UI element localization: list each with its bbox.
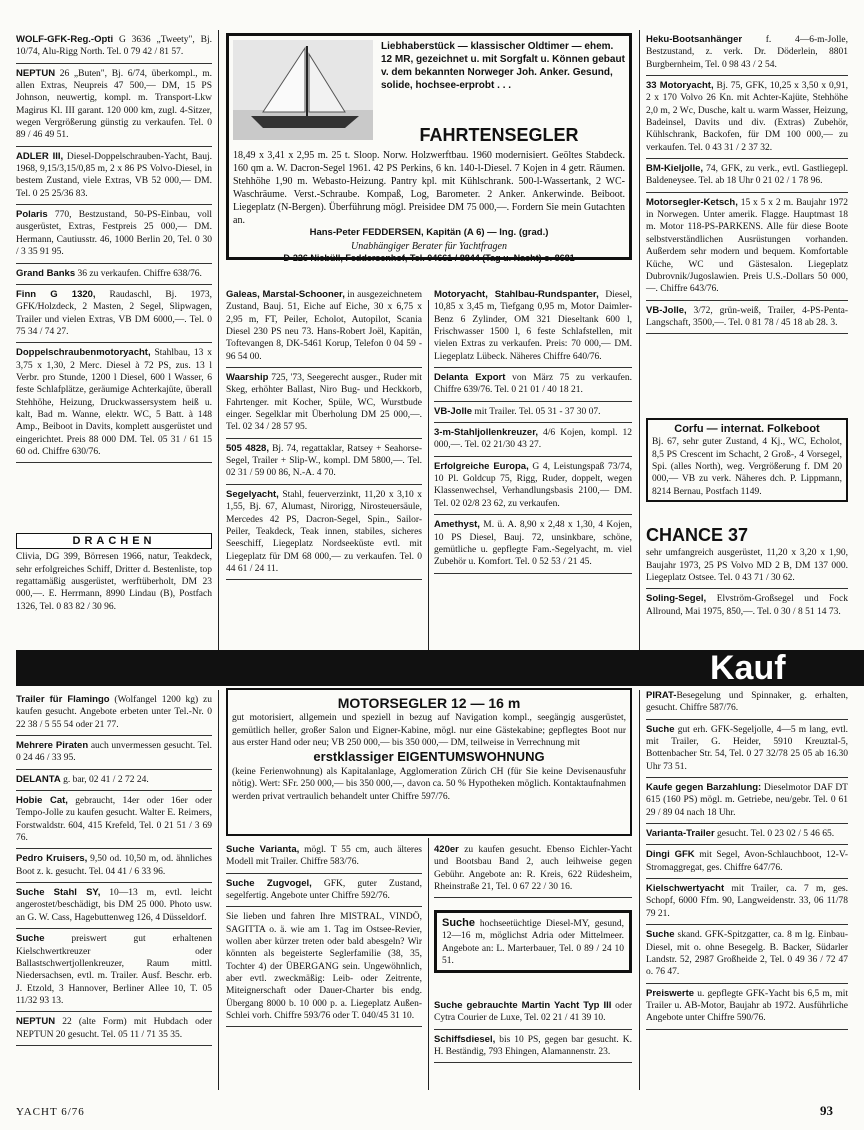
classified-ad	[226, 840, 422, 874]
ad-text: 26 „Buten", Bj. 6/74, überkompl., m. allen Extras, Neupreis 47 500,— DM, 15 PS Johnson, neuwertig, kompl. m. Transport-Lkw Magirus Kl. III garant. 120 000 km, zugl. 4-Sitzer, wegen Vergrößerung günstig zu verkaufen. Tel. 0 89 / 46 49 51.	[16, 68, 212, 141]
kauf-column-1	[16, 690, 212, 1046]
classified-ad	[226, 439, 422, 485]
classified-ad	[646, 686, 848, 720]
fahrtensegler-intro: Liebhaberstück — klassischer Oldtimer — ehem. 12 MR, gezeichnet u. mit Sorgfalt u. Können gebaut v. dem bekannten Norweger Joh. Anker. Gesund, solide, hochsee-erprobt . . .	[381, 41, 625, 91]
ad-headline: Suche	[16, 933, 45, 945]
fahrtensegler-sub: Unabhängiger Berater für Yachtfragen	[350, 240, 507, 252]
motorsegler-title: MOTORSEGLER 12 — 16 m	[337, 695, 521, 711]
ad-text: von März 75 zu verkaufen. Chiffre 639/76. Tel. 0 21 01 / 40 18 21.	[434, 373, 632, 396]
ad-headline: Suche gebrauchte Martin Yacht Typ III	[434, 1000, 612, 1011]
classified-ad	[646, 30, 848, 76]
ad-headline: Polaris	[16, 209, 48, 221]
column-rule	[639, 690, 640, 1090]
ad-headline: BM-Kieljolle,	[646, 163, 704, 175]
soling-ad	[646, 589, 848, 622]
ad-text: 3/72, grün-weiß, Trailer, 4-PS-Penta-Langschaft, 3500,—. Tel. 0 81 78 / 45 18 ab 28. 3.	[646, 305, 848, 328]
ad-text: Dieselmotor DAF DT 615 (160 PS) mögl. m. Getriebe, neu/gebr. Tel. 0 61 29 / 89 04 nach 18 Uhr.	[646, 783, 848, 818]
column-1	[16, 30, 212, 463]
suche-box-head: Suche	[442, 917, 476, 929]
ad-text: zu kaufen gesucht. Ebenso Eichler-Yacht und Bootsbau Band 2, auch leihweise gegen Gebühr. Angebote an: R. Kreis, 622 Rüdesheim, Rheinstraße 21, Tel. 0 67 22 / 30 16.	[434, 845, 632, 893]
classified-ad	[646, 76, 848, 159]
ad-text: 74, GFK, zu verk., evtl. Gastliegepl. Baldeneysee. Tel. ab 18 Uhr 0 21 02 / 1 78 96.	[646, 164, 848, 187]
eigentumswohnung-title: erstklassiger EIGENTUMSWOHNUNG	[313, 749, 545, 765]
kauf-label: Kauf	[700, 650, 864, 686]
ad-text: 22 (alte Form) mit Hubdach oder NEPTUN 20 gesucht. Tel. 05 11 / 71 35 35.	[16, 1017, 212, 1040]
column-4	[646, 30, 848, 334]
ad-text: Raudaschl, Bj. 1973, GFK/Holzdeck, 2 Masten, 2 Segel, Slipwagen, Trailer und vielen Extras, VB DM 6000,—. Tel. 0 75 34 / 74 27.	[16, 289, 212, 337]
ad-text: f. 4—6-m-Jolle, Bestzustand, z. verk. Dr. Döderlein, 8801 Burgbernheim, Tel. 0 98 43 / 2 54.	[646, 35, 848, 70]
ad-headline: Trailer für Flamingo	[16, 694, 110, 705]
sailboat-icon	[233, 40, 373, 140]
ad-text: skand. GFK-Spitzgatter, ca. 8 m lg. Einbau-Diesel, mit o. ohne Besegelg. B. Backer, Südarler Landstr. 52, 2987 Großheide 2, Tel. 0 49 36 / 72 47 o. 76 47.	[646, 930, 848, 978]
ad-headline: Pedro Kruisers,	[16, 853, 88, 865]
footer-issue: YACHT 6/76	[16, 1106, 85, 1118]
ad-text: mögl. T 55 cm, auch älteres Modell mit Trailer. Chiffre 583/76.	[226, 845, 422, 868]
classified-ad	[434, 368, 632, 402]
ad-text: G 3636 „Tweety", Bj. 10/74, Alu-Rigg North. Tel. 0 79 42 / 81 57.	[16, 35, 212, 58]
fahrtensegler-ad	[226, 33, 632, 263]
classified-ad	[16, 929, 212, 1012]
suche-box-text: hochseetüchtige Diesel-MY, gesund, 12—16 m, möglichst Adria oder Mittelmeer. Angebote an: L. Marterbauer, Tel. 0 89 / 24 10 51.	[442, 919, 624, 967]
classified-ad	[434, 840, 632, 898]
ad-text: 36 zu verkaufen. Chiffre 638/76.	[75, 268, 202, 279]
ad-text: u. gepflegte GFK-Yacht bis 6,5 m, mit Trailer u. AB-Motor, Baujahr ab 1972. Ausführliche Angebote unter Chiffre 590/76.	[646, 988, 848, 1024]
chance-body: sehr umfangreich ausgerüstet, 11,20 x 3,20 x 1,90, Baujahr 1973, 25 PS Volvo MD 2 B, DM 137 000. Liegeplatz Ostsee. Tel. 0 43 71 / 30 62.	[646, 547, 848, 589]
chance-ad	[646, 524, 848, 622]
ad-text: 15 x 5 x 2 m. Baujahr 1972 in Norwegen. Unter amerik. Flagge. Hauptmast 18 m. Motor 118-PS-PARKENS. Alle für diese Boote selbstverständlichen Ausrüstungen vorhanden. Außerdem sehr modern und bequem. Komfortable Küche, WC und Gästesalon. Liegeplatz Dubrovnik/Jugoslawien. Preis U.S.-Dollars 50 000,—. Chiffre 643/76.	[646, 197, 848, 295]
ad-headline: Dingi GFK	[646, 849, 695, 861]
motorsegler-body: gut motorisiert, allgemein und speziell in bezug auf Navigation kompl., seegängig ausgerüstet, gemütlich heller, großer Salon und Eigner-Kabine, mögl. nur eine Gästekabine; gepflegtes Boot nur aus erster Hand oder neu; VB 250 000,— bis 350 000,— DM, teilweise in Verrechnung mit	[232, 713, 626, 748]
ad-headline: Waarship	[226, 372, 269, 384]
ad-text: 10—13 m, evtl. leicht angerostet/beschädigt, bis DM 25 000. Photo usw. an G. W. Cass, Hagebuttenweg 126, 4 Düsseldorf.	[16, 888, 212, 923]
ad-text: g. bar, 02 41 / 2 72 24.	[60, 774, 149, 785]
ad-headline: DELANTA	[16, 773, 61, 785]
ad-headline: VB-Jolle	[434, 405, 473, 417]
classified-ad	[646, 879, 848, 925]
page-number: 93	[820, 1103, 833, 1118]
ad-headline: Motorsegler-Ketsch,	[646, 196, 738, 208]
classified-ad	[16, 736, 212, 770]
classified-ad	[16, 883, 212, 929]
classified-ad	[646, 824, 848, 845]
ad-text: Bj. 75, GFK, 10,25 x 3,50 x 0,91, 2 x 170 Volvo 26 Kn. mit Achter-Kajüte, Stehhöhe 2,0 m, 2 Wc, Dusche, kalt u. warm Wasser, Heizung, Badeinsel, Davits und div. (Extras) Zubehör, Kühlschrank, Backofen, für DM 100 000,— zu verkaufen. Tel. 0 43 31 / 2 37 32.	[646, 81, 849, 153]
drachen-body: Clivia, DG 399, Börresen 1966, natur, Teakdeck, sehr erfolgreiches Schiff, Dritter d. Bestenliste, top regattamäßig ausgerüstet, werftüberholt, DM 23 000,—. E. Herrmann, 8990 Lindau (B), Postfach 1326, Tel. 0 83 82 / 30 96.	[16, 552, 212, 612]
classified-ad	[646, 925, 848, 983]
classified-ad	[16, 1012, 212, 1046]
ad-text: gut erh. GFK-Segeljolle, 4—5 m lang, evtl. mit Trailer, G. Heider, 5910 Kreuztal-5, Bottenbacher Str. 54, Tel. 0 27 32/78 25 05 ab 16.30 Uhr 73 51.	[646, 724, 848, 772]
classified-ad	[646, 301, 848, 335]
ad-text: mit Trailer. Tel. 05 31 - 37 30 07.	[472, 406, 601, 417]
ad-text: mit Segel, Avon-Schlauchboot, 12-V-Stromaggregat, ges. Chiffre 647/76.	[646, 850, 848, 873]
ad-headline: VB-Jolle,	[646, 304, 687, 316]
ad-text: preiswert gut erhaltenen Kielschwertkreuzer oder Ballastschwertjollenkreuzer, Raum mittl. Niedersachsen, evtl. m. Trailer. Ausf. Beschr. erb. J. Etzold, 3 Hannover, Berliner Allee 10, T. 05 11/32 93 13.	[16, 934, 212, 1006]
ad-text: 4/6 Kojen, kompl. 12 000,—. Tel. 02 21/30 43 27.	[434, 428, 632, 451]
ad-headline: Doppelschraubenmotoryacht,	[16, 347, 151, 359]
classified-ad	[16, 770, 212, 791]
classified-ad	[646, 845, 848, 879]
classified-ad	[16, 64, 212, 147]
ad-headline: Motoryacht, Stahlbau-Rundspanter,	[434, 289, 599, 300]
ad-text: M. ü. A. 8,90 x 2,48 x 1,30, 4 Kojen, 10 PS Diesel, Bauj. 72, unsinkbare, schöne, gemütliche u. gepflegte Fam.-Segelyacht, m. viel Zubehör u. Komfort. Tel. 0 52 53 / 21 45.	[434, 520, 632, 568]
classified-ad	[434, 423, 632, 457]
section-banner	[16, 650, 700, 686]
ad-text: gebraucht, 14er oder 16er oder Tempo-Jolle zu kaufen gesucht. Walter E. Reimers, Forstwaldstr. 604, 415 Krefeld, Tel. 0 21 51 / 3 69 76.	[16, 796, 212, 844]
chance-title: CHANCE 37	[646, 525, 749, 545]
sailboat-photo	[233, 40, 373, 140]
column-rule	[428, 300, 429, 650]
classified-ad	[646, 984, 848, 1030]
classified-ad	[16, 264, 212, 285]
ad-text: in ausgezeichnetem Zustand, Bauj. 51, Eiche auf Eiche, 30 x 6,75 x 2,95 m, FT, Peiler, Echolot, Autopilot, Scania Diesel 230 PS neu 73. Hans-Robert Joël, Kapitän, Toftevangen 8, DK-5461 Korup, Telefon 0 04 59 - 96 54 00.	[226, 290, 422, 362]
fahrtensegler-address: D-226 Niebüll, Feddersenhof, Tel. 04661 / 8844 (Tag u. Nacht) o. 8681	[283, 252, 575, 263]
classified-ad	[16, 285, 212, 343]
fahrtensegler-name: Hans-Peter FEDDERSEN, Kapitän (A 6) — Ing. (grad.)	[309, 227, 549, 239]
ad-headline: Schiffsdiesel,	[434, 1033, 496, 1045]
ad-headline: Finn G 1320,	[16, 288, 96, 300]
eigentumswohnung-body: (keine Ferienwohnung) als Kapitalanlage, Agglomeration Zürich CH (für Sie keine Devisenausfuhr nötig). Wert: SFr. 250 000,— bis 350 000,—, davon ca. 50 % Hypotheken möglich. Kontaktaufnahmen werden privat vertraulich behandelt unter Chiffre 597/76.	[232, 767, 626, 802]
classified-ad	[16, 30, 212, 64]
column-rule	[639, 30, 640, 650]
drachen-title: DRACHEN	[16, 533, 212, 549]
ad-text: Sie lieben und fahren Ihre MISTRAL, VINDÖ, SAGITTA o. ä. wie am 1. Tag im Ostsee-Revier, wollen aber kürzer treten oder bald abesgeln? Wir könnten als begeisterte Seglerfamilie (38, 35, Tochter 4) der ÜBERGANG sein. Ungewöhnlich, aber evtl. zweckmäßig: Leib- oder Zeitrente, Miteignerschaft oder Dauer-Charter bis endg. Übergang 8000 b. 10 000 p. a. Liegeplatz Außen-Schlei vorh. Chiffre 593/76 oder T. 040/45 31 10.	[226, 912, 422, 1022]
ad-headline: Preiswerte	[646, 987, 695, 999]
ad-headline: ADLER III,	[16, 150, 64, 162]
classified-ad	[16, 147, 212, 205]
ad-headline: Delanta Export	[434, 372, 506, 384]
ad-headline: NEPTUN	[16, 67, 56, 79]
column-rule	[428, 838, 429, 1090]
column-3	[434, 285, 632, 574]
classified-ad	[434, 402, 632, 423]
classified-ad	[16, 690, 212, 736]
classified-ad	[434, 285, 632, 368]
ad-text: gesucht. Tel. 0 23 02 / 5 46 65.	[714, 829, 835, 840]
classified-ad	[226, 874, 422, 908]
ad-text: Diesel, 10,85 x 3,45 m, Tiefgang 0,95 m, Motor Daimler-Benz 6 Zylinder, OM 321 Dieseltank 600 l, Frischwasser 1500 l, 6 feste Schlafstellen, mit vielen Extras zu verkaufen. Preis: 70 000,— DM. Liegeplatz Lübeck. Näheres Chiffre 640/76.	[434, 290, 632, 362]
ad-headline: Varianta-Trailer	[646, 828, 715, 840]
ad-headline: Hobie Cat,	[16, 795, 68, 807]
ad-text: Besegelung und Spinnaker, g. erhalten, gesucht. Chiffre 587/76.	[646, 691, 848, 714]
ad-headline: Kaufe gegen Barzahlung:	[646, 782, 762, 794]
fahrtensegler-title: FAHRTENSEGLER	[419, 125, 579, 145]
ad-text: 770, Bestzustand, 50-PS-Einbau, voll ausgerüstet, Extras, Festpreis 25 000,— DM. Hermann, Cautiusstr. 46, 1000 Berlin 20, Tel. 0 30 / 3 35 91 95.	[16, 210, 212, 258]
ad-headline: Amethyst,	[434, 519, 480, 531]
classified-ad	[16, 849, 212, 883]
column-2	[226, 285, 422, 580]
ad-headline: Mehrere Piraten	[16, 740, 89, 752]
classified-ad	[646, 159, 848, 193]
suche-box-ad	[434, 910, 632, 973]
classified-ad	[226, 907, 422, 1027]
ad-text: Stahl, feuerverzinkt, 11,20 x 3,10 x 1,55, Bj. 67, Alumast, Nirorigg, Nirosteuersäule, Mercedes 42 PS, Dacron-Segel, Spin., Sailor-Peiler, Teakdeck, Teak innen, stabiles, sicheres Seeschiff, Liegeplatz Nordseeküste evtl. mit Liegeplatz für DM 68 000,— zu verkaufen. Tel. 0 44 61 / 24 11.	[226, 489, 422, 574]
column-rule	[218, 30, 219, 650]
kauf-column-3	[434, 840, 632, 898]
corfu-ad	[646, 418, 848, 502]
ad-headline: Grand Banks	[16, 267, 76, 279]
kauf-column-4	[646, 686, 848, 1030]
ad-headline: Galeas, Marstal-Schooner,	[226, 289, 345, 300]
ad-headline: Suche Stahl SY,	[16, 887, 101, 899]
ad-headline: PIRAT-	[646, 690, 677, 701]
ad-headline: NEPTUN	[16, 1016, 56, 1028]
classified-ad	[646, 720, 848, 778]
classified-ad	[434, 1030, 632, 1064]
classified-ad	[646, 778, 848, 824]
ad-headline: Suche Zugvogel,	[226, 877, 312, 889]
ad-text: mit Trailer, ca. 7 m, ges. Schopf, 6000 Ffm. 90, Langweidenstr. 33, 06 11/78 79 21.	[646, 884, 848, 919]
ad-headline: Heku-Bootsanhänger	[646, 34, 743, 45]
ad-text: oder Cytra Courier de Luxe, Tel. 02 21 / 41 39 10.	[434, 1001, 632, 1024]
ad-headline: 420er	[434, 844, 459, 855]
ad-text: 725, '73, Seegerecht ausger., Ruder mit Skeg, erhöhter Ballast, Niro Bug- und Heckkorb, Fahrtenger. mit Kocher, Spüle, WC, Wurstbude einger. Segelklar mit Überholung DM 25 000,—. Tel. 02 34 / 28 57 95.	[226, 373, 422, 433]
classified-ad	[434, 457, 632, 515]
classified-ad	[226, 285, 422, 368]
kauf-column-2	[226, 840, 422, 1027]
ad-text: GFK, guter Zustand, segelfertig. Angebote unter Chiffre 592/76.	[226, 878, 422, 902]
ad-text: (Wolfangel 1200 kg) zu kaufen gesucht. Angebote erbeten unter Tel.-Nr. 0 22 38 / 5 55 54 oder 21 77.	[16, 695, 212, 730]
ad-text: Diesel-Doppelschrauben-Yacht, Bauj. 1968, 9,15/3,15/0,85 m, 2 x 86 PS Volvo-Diesel, in bestem Zustand, viele Extras, VB 52 000,— DM. Tel. 0 25 25/36 83.	[16, 151, 213, 199]
corfu-body: Bj. 67, sehr guter Zustand, 4 Kj., WC, Echolot, 8,5 PS Crescent im Schacht, 2 Groß-, 4 Vorsegel, Spi. (alles North), weg. Vergrößerung f. DM 20 000,— VB zu verk. Näheres dch. P. Lippmann, 8214 Bernau, Postfach 1149.	[652, 437, 842, 497]
ad-headline: Kielschwertyacht	[646, 883, 725, 895]
ad-headline: 3-m-Stahljollenkreuzer,	[434, 427, 539, 439]
ad-headline: WOLF-GFK-Reg.-Opti	[16, 34, 114, 45]
classified-ad	[16, 343, 212, 463]
classified-ad	[226, 485, 422, 580]
classified-ad	[434, 996, 632, 1030]
ad-text: Stahlbau, 13 x 3,75 x 1,30, 2 Merc. Diesel à 72 PS, zus. 13 l Verbr. pro Stunde, 1200 l Diesel, 600 l Wasser, 6 feste Schlafplätze, geräumige Achterkajüte, überall Stehhöhe, Heizung, Druckwassersystem heiß u. kalt, Bad m. Wanne, elektr. WC, 5 Batt. à 148 Amp., Beiboot in Davits, komplett ausgerüstet und eingerichtet. Preis 88 000 DM. Tel. 05 31 / 61 15 60 od. Chiffre 630/76.	[16, 348, 212, 457]
soling-text: Elvström-Großsegel und Fock Allround, Mai 1975, 850,—. Tel. 0 30 / 8 51 14 73.	[646, 594, 848, 617]
classified-ad	[434, 515, 632, 573]
ad-text: bis 10 PS, gegen bar gesucht. K. H. Beständig, 793 Ehingen, Alamannenstr. 23.	[434, 1034, 632, 1058]
column-rule	[218, 690, 219, 1090]
ad-headline: Erfolgreiche Europa,	[434, 460, 529, 472]
ad-text: G 4, Leistungspaß 73/74, 10 Pl. Goldcup 75, Rigg, Ruder, doppelt, wegen Klassenwechsel, Verhandlungsbasis 2100,— DM. Tel. 02 02/8 23 62, zu verkaufen.	[434, 461, 632, 509]
ad-headline: 33 Motoryacht,	[646, 80, 714, 92]
ad-headline: Suche Varianta,	[226, 844, 300, 855]
classified-ad	[646, 193, 848, 301]
ad-headline: Suche	[646, 929, 675, 941]
ad-text: auch unvermessen gesucht. Tel. 0 24 46 / 33 95.	[16, 741, 212, 764]
motorsegler-ad	[226, 688, 632, 836]
ad-headline: Segelyacht,	[226, 488, 279, 500]
ad-text: Bj. 74, regattaklar, Ratsey + Seahorse-Segel, Trailer + Slip-W., kompl. DM 5800,—. Tel. 02 31 / 59 00 86, N.-A. 4 70.	[226, 443, 422, 479]
ad-text: 9,50 od. 10,50 m, od. ähnliches Boot z. k. gesucht. Tel. 04 41 / 6 33 96.	[16, 854, 212, 877]
corfu-title: Corfu — internat. Folkeboot	[674, 423, 820, 435]
classified-ad	[16, 205, 212, 263]
classified-ad	[226, 368, 422, 439]
kauf-column-3b	[434, 996, 632, 1063]
soling-head: Soling-Segel,	[646, 593, 707, 605]
drachen-ad	[16, 533, 212, 617]
classified-ad	[16, 791, 212, 849]
ad-headline: 505 4828,	[226, 442, 269, 454]
fahrtensegler-body: 18,49 x 3,41 x 2,95 m. 25 t. Sloop. Norw. Holzwerftbau. 1960 modernisiert. Geöltes Stabdeck. 160 qm a. W. Dacron-Segel 1961. 42 PS Perkins, 6 kn. 140-l-Diesel. 7 Kojen in 4 getr. Räumen. Stehhöhe 1,90 m. Webasto-Heizung. Pantry kpl. mit Kühlschrank. 500-l-Wassertank, 2 WC-Waschräume. Verst.-Schraube. Kompaß, Log, Barometer. 2 Anker. Ankerwinde. Beiboot. Liegeplatz (N-Bergen). Überführung mögl. Preisidee DM 75 000,—. Fordern Sie mein Gutachten an.	[233, 150, 625, 227]
ad-headline: Suche	[646, 723, 675, 735]
